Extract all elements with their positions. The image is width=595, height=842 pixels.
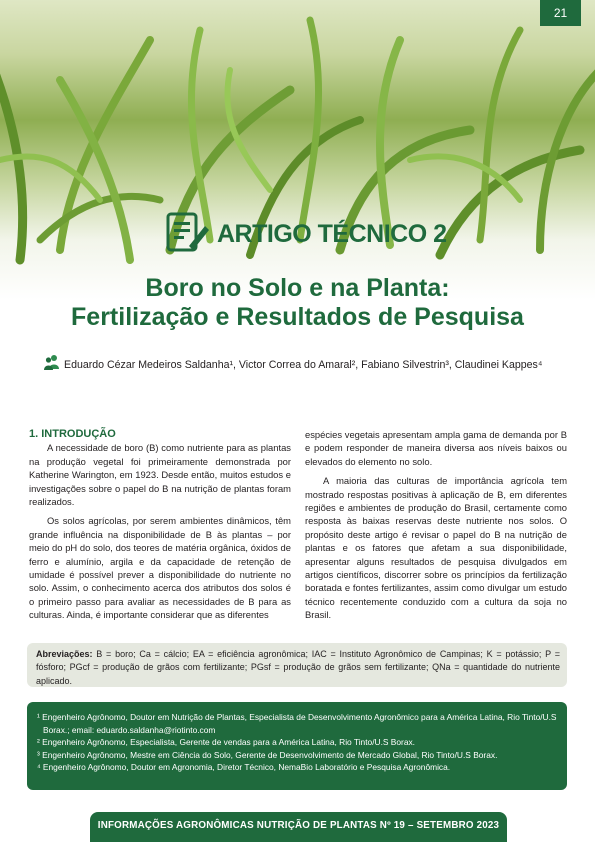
paragraph: A necessidade de boro (B) como nutriente para as plantas na produção vegetal foi primeiramente demonstrada por Katherine Warington, em 1923. Desde então, muitos estudos e investigações sobre o papel do B na nutrição de plantas foram realizados. [29, 442, 291, 508]
abbreviations-text [36, 648, 560, 688]
article-title [40, 274, 555, 332]
section-heading: 1. INTRODUÇÃO [29, 428, 116, 440]
footnote-item: ³ Engenheiro Agrônomo, Mestre em Ciência do Solo, Gerente de Desenvolvimento de Mercado Global, Rio Tinto/U.S Borax. [37, 749, 498, 760]
authors-line [44, 354, 564, 374]
body-column-left [29, 428, 291, 622]
title-line-1: Boro no Solo e na Planta: [145, 274, 450, 302]
page-footer: INFORMAÇÕES AGRONÔMICAS NUTRIÇÃO DE PLANTAS Nº 19 – SETEMBRO 2023 [90, 812, 507, 842]
footnote-item: ¹ Engenheiro Agrônomo, Doutor em Nutrição de Plantas, Especialista de Desenvolvimento Agronômico para a América Latina, Rio Tinto/U.S Borax.; email: eduardo.saldanha@riotinto.com [37, 712, 557, 735]
section-kicker-label: ARTIGO TÉCNICO 2 [217, 220, 447, 248]
title-line-2: Fertilização e Resultados de Pesquisa [71, 303, 524, 331]
people-icon [44, 354, 60, 370]
author-names: Eduardo Cézar Medeiros Saldanha¹, Victor Correa do Amaral², Fabiano Silvestrin³, Claudinei Kappes⁴ [64, 359, 543, 371]
body-column-right [305, 428, 567, 622]
paragraph: espécies vegetais apresentam ampla gama de demanda por B e podem responder de maneira diversa aos níveis baixos ou elevados do elemento no solo. [305, 429, 567, 467]
footnote-item: ⁴ Engenheiro Agrônomo, Doutor em Agronomia, Diretor Técnico, NemaBio Laboratório e Pesquisa Agronômica. [37, 762, 451, 773]
abbreviations-box [27, 643, 567, 687]
paragraph: A maioria das culturas de importância agrícola tem mostrado respostas positivas à aplicação de B, em diferentes regiões e ambientes de produção do Brasil, certamente como resposta às baixas reservas deste nutriente nos solos. O propósito deste artigo é revisar o papel do B na nutrição de plantas e os fatores que afetam a sua disponibilidade, apresentar alguns resultados de pesquisa divulgados em artigos científicos, discorrer sobre os princípios da fertilização boratada e fontes fertilizantes, assim como divulgar um estudo técnico recentemente conduzido com a cultura da soja no Brasil. [305, 475, 567, 621]
footnote-list [37, 711, 561, 774]
document-edit-icon [165, 210, 209, 254]
author-footnotes-box [27, 702, 567, 790]
section-kicker [165, 210, 447, 256]
footnote-item: ² Engenheiro Agrônomo, Especialista, Gerente de vendas para a América Latina, Rio Tinto/U.S Borax. [37, 737, 416, 748]
abbreviations-list: B = boro; Ca = cálcio; EA = eficiência agronômica; IAC = Instituto Agronômico de Campinas; K = potássio; P = fósforo; PGcf = produção de grãos com fertilizante; PGsf = produção de grãos sem fertilizante; QNa = quantidade do nutriente aplicado. [36, 649, 560, 686]
abbreviations-label: Abreviações: [36, 649, 93, 659]
page-number: 21 [540, 0, 581, 26]
paragraph: Os solos agrícolas, por serem ambientes dinâmicos, têm grande influência na disponibilidade de B às plantas – por meio do pH do solo, dos teores de matéria orgânica, óxidos de ferro e alumínio, argila e da capacidade de retenção de umidade é possível prever a disponibilidade do nutriente no solo. Assim, o conhecimento acerca dos atributos dos solos é o primeiro passo para avaliar as necessidades de B para as culturas. Ainda, é importante considerar que as diferentes [29, 515, 291, 621]
